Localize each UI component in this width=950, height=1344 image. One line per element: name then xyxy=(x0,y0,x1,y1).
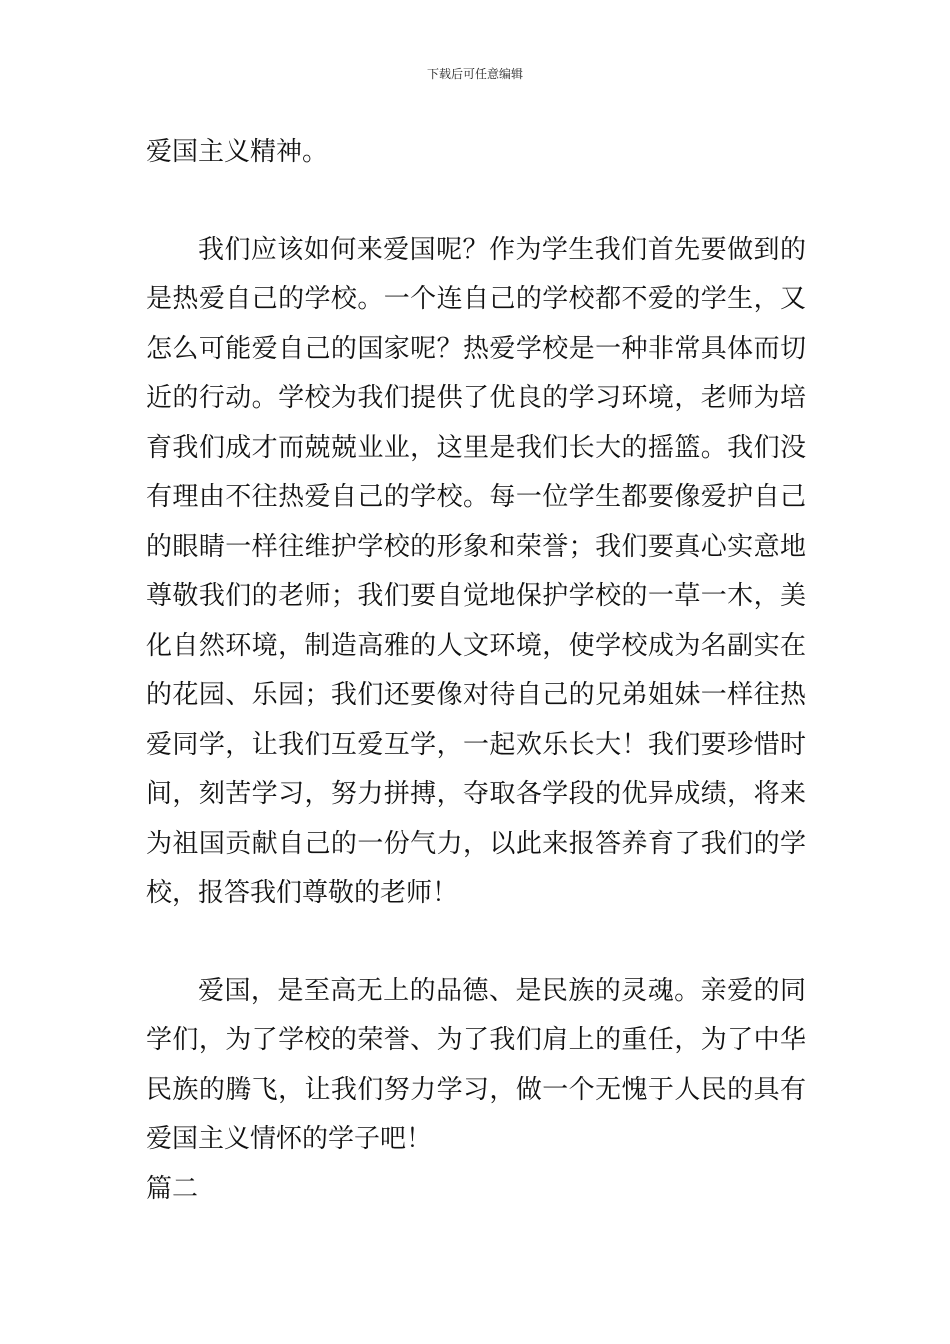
paragraph-line: 爱国，是至高无上的品德、是民族的灵魂。亲爱的同 xyxy=(198,976,806,1006)
paragraph-line: 为祖国贡献自己的一份气力，以此来报答养育了我们的学 xyxy=(146,829,806,859)
paragraph-line: 民族的腾飞，让我们努力学习，做一个无愧于人民的具有 xyxy=(146,1075,806,1105)
paragraph-line: 的花园、乐园；我们还要像对待自己的兄弟姐妹一样往热 xyxy=(146,680,806,710)
paragraph-line: 怎么可能爱自己的国家呢？热爱学校是一种非常具体而切 xyxy=(146,334,806,364)
paragraph-line: 化自然环境，制造高雅的人文环境，使学校成为名副实在 xyxy=(146,631,806,661)
page-header: 下载后可任意编辑 xyxy=(426,67,523,81)
paragraph-line: 学们，为了学校的荣誉、为了我们肩上的重任，为了中华 xyxy=(146,1025,806,1055)
paragraph-line: 间，刻苦学习，努力拼搏，夺取各学段的优异成绩，将来 xyxy=(146,779,806,809)
paragraph-line: 爱国主义情怀的学子吧！ xyxy=(146,1124,433,1154)
paragraph-line: 近的行动。学校为我们提供了优良的学习环境，老师为培 xyxy=(146,383,806,413)
section-heading: 篇二 xyxy=(146,1174,199,1204)
paragraph-line: 有理由不往热爱自己的学校。每一位学生都要像爱护自己 xyxy=(146,482,806,512)
paragraph-line: 尊敬我们的老师；我们要自觉地保护学校的一草一木，美 xyxy=(146,581,806,611)
paragraph-line: 校，报答我们尊敬的老师！ xyxy=(146,878,459,908)
paragraph-line: 爱同学，让我们互爱互学，一起欢乐长大！我们要珍惜时 xyxy=(146,730,806,760)
paragraph-line: 爱国主义精神。 xyxy=(146,137,329,167)
paragraph-line: 是热爱自己的学校。一个连自己的学校都不爱的学生，又 xyxy=(146,284,806,314)
paragraph-line: 的眼睛一样往维护学校的形象和荣誉；我们要真心实意地 xyxy=(146,532,806,562)
paragraph-line: 我们应该如何来爱国呢？作为学生我们首先要做到的 xyxy=(198,235,806,265)
paragraph-line: 育我们成才而兢兢业业，这里是我们长大的摇篮。我们没 xyxy=(146,433,806,463)
